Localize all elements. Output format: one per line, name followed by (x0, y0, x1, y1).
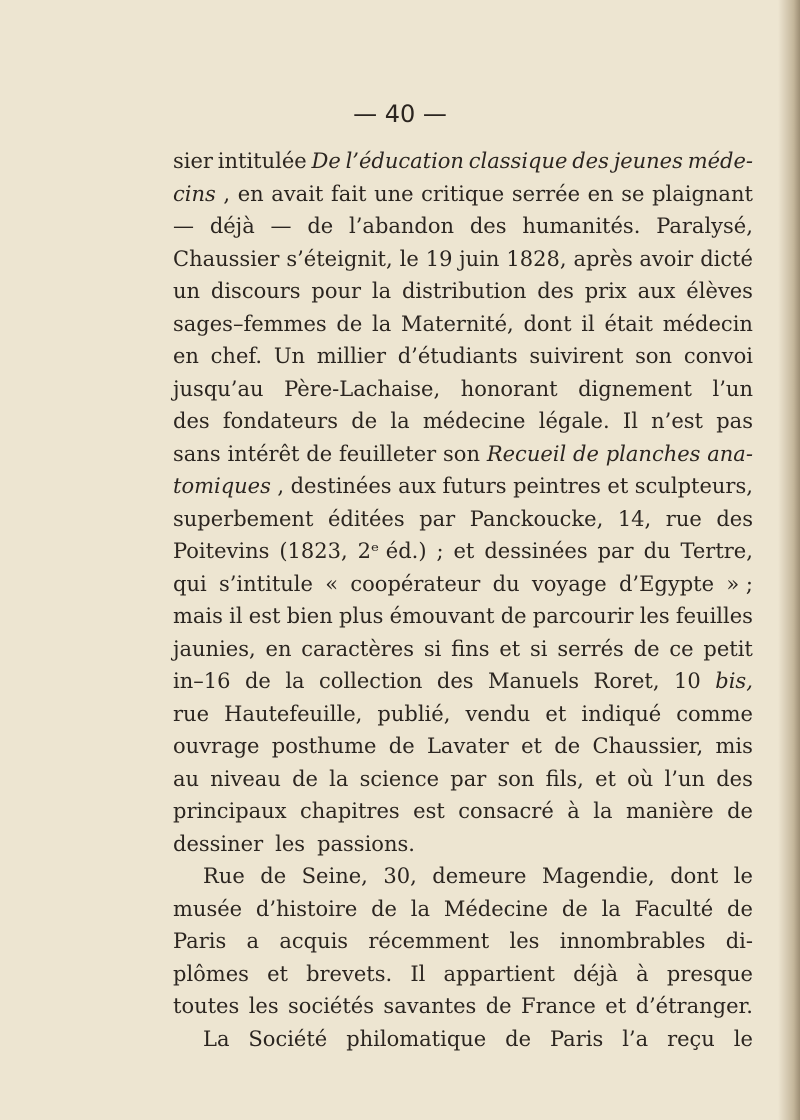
word: niveau (210, 766, 281, 791)
word: science (359, 766, 440, 791)
text-line (173, 308, 753, 341)
word: rue (665, 506, 702, 531)
word: France (521, 994, 596, 1018)
word: légale. (538, 409, 610, 433)
word: et (607, 474, 629, 498)
word: discours (210, 279, 301, 303)
text-line (173, 1023, 753, 1056)
word: consacré (458, 799, 554, 823)
word: des (469, 214, 507, 238)
word: des (572, 149, 609, 173)
word: s’éteignit, (286, 246, 393, 271)
word: émouvant (389, 604, 495, 628)
word: si (423, 636, 442, 661)
word: médecin (662, 311, 753, 336)
word: plus (338, 604, 384, 628)
word: 30, (383, 864, 417, 888)
word: la (329, 766, 349, 791)
text-line (173, 665, 753, 698)
word: la (390, 409, 410, 433)
word: a (246, 929, 260, 953)
word: voyage (531, 571, 607, 596)
word: par (450, 766, 487, 791)
page-edge-shadow (778, 0, 800, 1120)
word: n’est (651, 409, 703, 433)
word: la (593, 799, 613, 823)
word: d’étranger. (635, 994, 753, 1018)
word: jeunes (613, 149, 683, 173)
word: petit (703, 636, 753, 661)
word: du (643, 539, 671, 563)
word: Manuels (488, 669, 580, 693)
word: 2ᵉ éd.) (357, 539, 427, 563)
text-line (173, 568, 753, 601)
word: indiqué (581, 701, 662, 726)
word: en (173, 344, 199, 368)
text-line (173, 925, 753, 958)
word: la (285, 669, 305, 693)
word: chef. (210, 344, 263, 368)
word: Père-Lachaise, (284, 376, 441, 401)
word: « (325, 571, 339, 596)
text-line (173, 535, 753, 568)
word: la (601, 896, 621, 921)
word: en (587, 181, 614, 206)
word: son (497, 766, 535, 791)
text-line (173, 730, 753, 763)
word: intérêt (227, 441, 300, 466)
text-line (173, 210, 753, 243)
word: innombrables (559, 929, 706, 953)
word: sages–femmes (173, 311, 327, 336)
word: sociétés (288, 994, 374, 1018)
text-line (173, 763, 753, 796)
word: de (336, 311, 363, 336)
text-line (173, 503, 753, 536)
text-line (173, 633, 753, 666)
word: Poitevins (173, 539, 270, 563)
word: de (727, 799, 753, 823)
word: les (275, 831, 306, 856)
word: de (485, 994, 512, 1018)
word: après avoir (573, 246, 694, 271)
word: Paris (173, 929, 227, 953)
word: l’un (664, 766, 705, 791)
word: fait (330, 181, 367, 206)
word: Chaussier (173, 246, 280, 271)
word: l’éducation (345, 149, 464, 173)
word: aux (398, 474, 436, 498)
word: dignement (578, 376, 692, 401)
word: de (633, 636, 660, 661)
word: Maternité, (401, 311, 514, 336)
word: — (270, 214, 292, 238)
word: avait (271, 181, 324, 206)
word: philomatique (346, 1026, 487, 1051)
word: une (374, 181, 414, 206)
word: convoi (683, 344, 753, 368)
word: Société (248, 1026, 328, 1051)
word: ouvrage (173, 734, 260, 758)
word: récemment (368, 929, 490, 953)
word: et (453, 539, 475, 563)
text-line (173, 860, 753, 893)
word: de (554, 734, 581, 758)
word: est (248, 604, 281, 628)
word: était (604, 311, 653, 336)
word: il (229, 604, 243, 628)
word: destinées (290, 474, 392, 498)
word: rue (173, 701, 209, 726)
word: Panckoucke, (469, 506, 604, 531)
word: l’abandon (349, 214, 455, 238)
word: de (244, 669, 271, 693)
word: suivirent (529, 344, 624, 368)
word: et (499, 636, 521, 661)
word: Recueil (486, 441, 567, 466)
word: passions. (317, 831, 415, 856)
text-line (173, 698, 753, 731)
word: de (727, 896, 753, 921)
word: presque (666, 961, 753, 986)
word: (1823, (279, 539, 348, 563)
word: s’intitule (218, 571, 313, 596)
word: la (410, 896, 431, 921)
text-line (173, 470, 753, 503)
word: vendu (465, 701, 531, 726)
word: de (292, 766, 318, 791)
word: de (260, 864, 287, 888)
text-line (173, 243, 753, 276)
word: la (372, 311, 392, 336)
word: feuilles (675, 604, 753, 628)
word: sculpteurs, (634, 474, 753, 498)
word: reçu (667, 1026, 715, 1051)
word: en (237, 181, 264, 206)
word: sans (173, 441, 221, 466)
word: intitulée (217, 149, 307, 173)
word: 19 juin (425, 246, 500, 271)
word: classique (468, 149, 568, 173)
word: » ; (726, 571, 753, 596)
text-line (173, 340, 753, 373)
word: — (173, 214, 194, 238)
word: l’un (712, 376, 753, 401)
word: de (351, 409, 378, 433)
text-line (173, 958, 753, 991)
word: est (413, 799, 445, 823)
text-line (173, 405, 753, 438)
word: de (306, 441, 333, 466)
word: honorant (460, 376, 558, 401)
word: de (500, 604, 527, 628)
word: son (443, 441, 480, 466)
word: qui (173, 571, 207, 596)
word: Lavater (426, 734, 509, 758)
word: prix (584, 279, 627, 303)
word: De (311, 149, 341, 173)
word: son (635, 344, 673, 368)
word: publié, (377, 701, 451, 726)
word: Seine, (301, 864, 368, 888)
word: Chaussier, (592, 734, 704, 758)
word: ; (436, 539, 444, 563)
word: Faculté (634, 896, 714, 921)
word: Il (622, 409, 638, 433)
word: Tertre, (680, 539, 753, 563)
word: , (223, 181, 231, 206)
word: l’a (622, 1026, 649, 1051)
word: caractères (301, 636, 415, 661)
word: millier (316, 344, 387, 368)
word: dont (523, 311, 572, 336)
word: méde- (687, 149, 753, 173)
word: humanités. (522, 214, 641, 238)
word: des (716, 766, 753, 791)
word: par (419, 506, 456, 531)
word: des (716, 506, 753, 531)
word: déjà (573, 961, 619, 986)
word: distribution (401, 279, 527, 303)
word: du (492, 571, 520, 596)
word: Roret, (593, 669, 660, 693)
word: feuilleter (338, 441, 437, 466)
word: coopérateur (350, 571, 481, 596)
text-line (173, 990, 753, 1023)
word: à (636, 961, 649, 986)
word: Hautefeuille, (224, 701, 363, 726)
word: Médecine (443, 896, 549, 921)
word: chapitres (300, 799, 400, 823)
word: mis (715, 734, 753, 758)
word: bien (286, 604, 333, 628)
word: les (509, 929, 540, 953)
word: demeure (432, 864, 527, 888)
word: le (733, 1026, 753, 1051)
word: plômes (173, 961, 249, 986)
word: critique (421, 181, 505, 206)
word: comme (676, 701, 753, 726)
word: acquis (279, 929, 349, 953)
word: serrés (557, 636, 624, 661)
word: de (505, 1026, 532, 1051)
word: si (530, 636, 548, 661)
text-line (173, 275, 753, 308)
word: et (605, 994, 627, 1018)
body-text (173, 145, 753, 1055)
text-line (173, 600, 753, 633)
word: pour (311, 279, 362, 303)
word: Paralysé, (656, 214, 753, 238)
word: Rue (203, 864, 245, 888)
word: à (567, 799, 580, 823)
word: planches (605, 441, 701, 466)
word: en (265, 636, 292, 661)
word: et (595, 766, 616, 791)
word: de (561, 896, 588, 921)
word: jaunies, (173, 636, 256, 661)
word: un (173, 279, 201, 303)
word: élèves (686, 279, 753, 303)
text-line (173, 438, 753, 471)
word: bis, (715, 669, 753, 693)
word: ana- (707, 441, 753, 466)
word: la (371, 279, 392, 303)
word: par (597, 539, 634, 563)
word: La (203, 1026, 230, 1051)
word: savantes (383, 994, 477, 1018)
word: principaux (173, 799, 287, 823)
text-line (173, 795, 753, 828)
word: tomiques (173, 474, 271, 498)
word: , (277, 474, 285, 498)
word: les (248, 994, 279, 1018)
word: Paris (550, 1026, 604, 1051)
word: d’histoire (255, 896, 358, 921)
word: ce (669, 636, 694, 661)
word: fins (451, 636, 490, 661)
word: de (388, 734, 415, 758)
word: d’Egypte (618, 571, 715, 596)
word: brevets. (306, 961, 393, 986)
word: déjà (209, 214, 255, 238)
word: et (545, 701, 567, 726)
text-line (173, 828, 753, 861)
word: les (639, 604, 670, 628)
word: appartient (443, 961, 555, 986)
word: in–16 (173, 669, 231, 693)
word: il (581, 311, 595, 336)
word: 10 (674, 669, 701, 693)
word: au (173, 766, 200, 791)
word: dessiner (173, 831, 264, 856)
word: dicté (700, 246, 753, 271)
word: cins (173, 181, 216, 206)
text-line (173, 373, 753, 406)
word: de (573, 441, 599, 466)
word: pas (716, 409, 753, 433)
word: collection (319, 669, 423, 693)
text-line (173, 893, 753, 926)
word: éditées (327, 506, 405, 531)
text-line (173, 145, 753, 178)
word: des (173, 409, 210, 433)
word: des (436, 669, 474, 693)
word: d’étudiants (397, 344, 518, 368)
word: et (267, 961, 288, 986)
word: fils, (545, 766, 584, 791)
word: sier (173, 149, 213, 173)
word: manière (626, 799, 714, 823)
word: dont (670, 864, 719, 888)
word: de (307, 214, 334, 238)
word: 14, (617, 506, 652, 531)
word: futurs (442, 474, 507, 498)
word: et (521, 734, 542, 758)
word: serrée (511, 181, 581, 206)
word: Un (273, 344, 306, 368)
word: aux (637, 279, 676, 303)
word: des (537, 279, 574, 303)
word: fondateurs (222, 409, 339, 433)
word: le (399, 246, 419, 271)
word: plaignant (652, 181, 753, 206)
word: Il (410, 961, 426, 986)
text-line (173, 178, 753, 211)
word: Magendie, (542, 864, 655, 888)
word: toutes (173, 994, 240, 1018)
page-number: — 40 — (353, 100, 447, 128)
word: dessinées (484, 539, 588, 563)
word: musée (173, 896, 243, 921)
word: superbement (173, 506, 314, 531)
word: 1828, (506, 246, 567, 271)
word: où (627, 766, 654, 791)
word: mais (173, 604, 223, 628)
word: se (621, 181, 645, 206)
word: de (371, 896, 397, 921)
word: parcourir (532, 604, 634, 628)
word: posthume (271, 734, 377, 758)
word: peintres (513, 474, 601, 498)
word: le (733, 864, 753, 888)
word: jusqu’au (173, 376, 264, 401)
word: médecine (422, 409, 526, 433)
word: di- (725, 929, 753, 953)
